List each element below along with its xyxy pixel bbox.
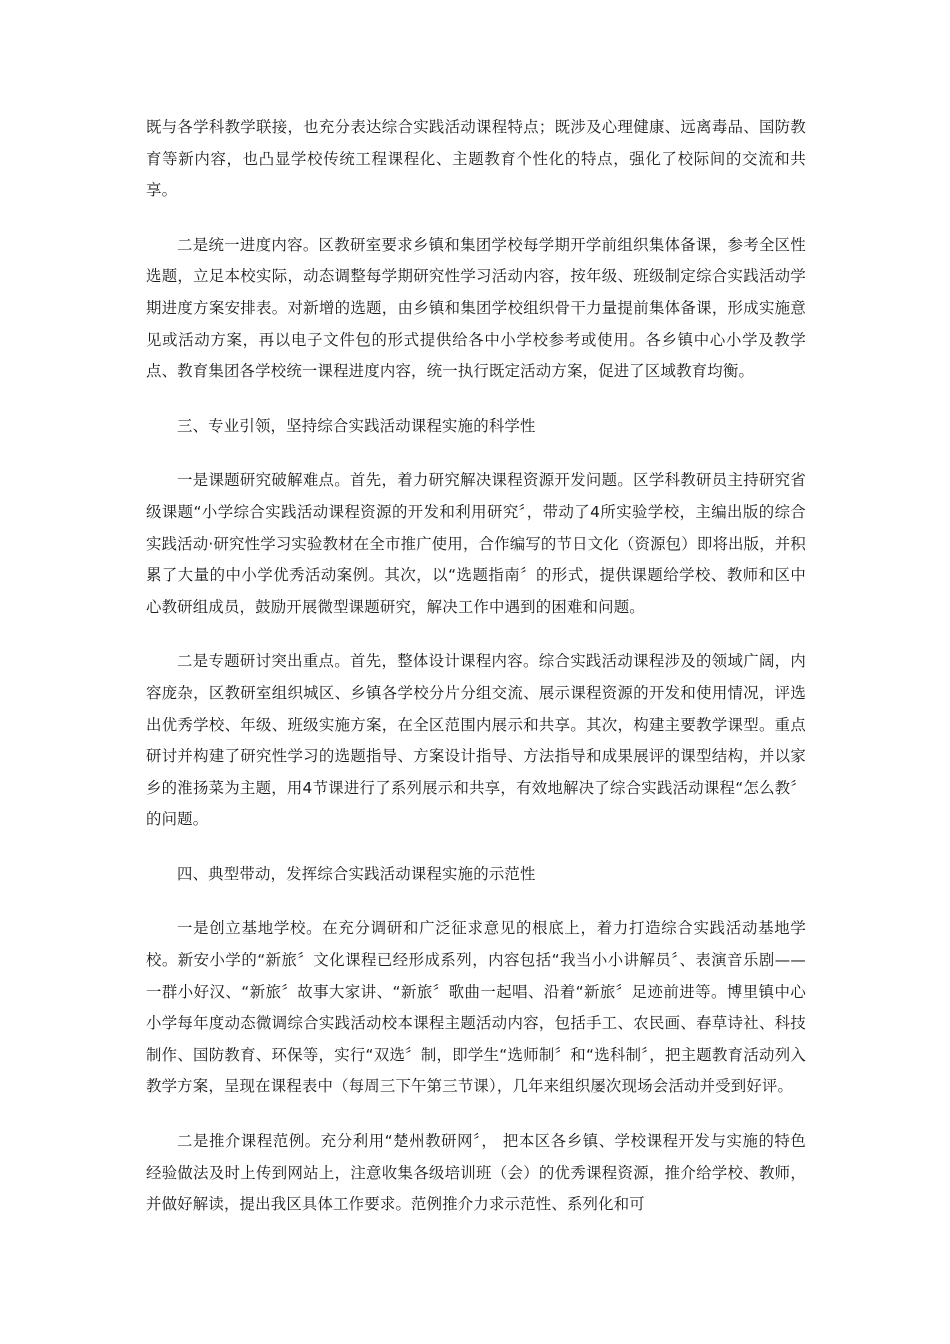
section-heading-four: 四、典型带动，发挥综合实践活动课程实施的示范性 — [177, 864, 536, 883]
document-body — [146, 112, 806, 1244]
section-heading-three: 三、专业引领，坚持综合实践活动课程实施的科学性 — [177, 416, 536, 435]
paragraph-base-schools: 一是创立基地学校。在充分调研和广泛征求意见的根底上，着力打造综合实践活动基地学校。新安小学的“新旅〞文化课程已经形成系列，内容包括“我当小小讲解员〞、表演音乐剧——一群小好汉、“新旅〞故事大家讲、“新旅〞歌曲一起唱、沿着“新旅〞足迹前进等。博里镇中心小学每年度动态微调综合实践活动校本课程主题活动内容，包括手工、农民画、春草诗社、科技制作、国防教育、环保等，实行“双选〞制，即学生“选师制〞和“选科制〞，把主题教育活动列入教学方案，呈现在课程表中（每周三下午第三节课），几年来组织屡次现场会活动并受到好评。 — [146, 919, 806, 1096]
paragraph-unified-progress: 二是统一进度内容。区教研室要求乡镇和集团学校每学期开学前组织集体备课，参考全区性选题，立足本校实际，动态调整每学期研究性学习活动内容，按年级、班级制定综合实践活动学期进度方案安排表。对新增的选题，由乡镇和集团学校组织骨干力量提前集体备课，形成实施意见或活动方案，再以电子文件包的形式提供给各中小学校参考或使用。各乡镇中心小学及教学点、教育集团各学校统一课程进度内容，统一执行既定活动方案，促进了区域教育均衡。 — [146, 235, 806, 381]
paragraph-course-examples: 二是推介课程范例。充分利用“楚州教研网〞， 把本区各乡镇、学校课程开发与实施的特色经验做法及时上传到网站上，注意收集各级培训班（会）的优秀课程资源，推介给学校、教师，并做好解读，提出我区具体工作要求。范例推介力求示范性、系列化和可 — [146, 1132, 806, 1214]
paragraph-research-topics: 一是课题研究破解难点。首先，着力研究解决课程资源开发问题。区学科教研员主持研究省级课题“小学综合实践活动课程资源的开发和利用研究〞，带动了4所实验学校，主编出版的综合实践活动·研究性学习实验教材在全市推广使用，合作编写的节日文化（资源包）即将出版，并积累了大量的中小学优秀活动案例。其次，以“选题指南〞的形式，提供课题给学校、教师和区中心教研组成员，鼓励开展微型课题研究，解决工作中遇到的困难和问题。 — [146, 471, 806, 616]
paragraph-special-seminars: 二是专题研讨突出重点。首先，整体设计课程内容。综合实践活动课程涉及的领域广阔，内容庞杂，区教研室组织城区、乡镇各学校分片分组交流、展示课程资源的开发和使用情况，评选出优秀学校、年级、班级实施方案，在全区范围内展示和共享。其次，构建主要教学课型。重点研讨并构建了研究性学习的选题指导、方案设计指导、方法指导和成果展评的课型结构，并以家乡的淮扬菜为主题，用4节课进行了系列展示和共享，有效地解决了综合实践活动课程“怎么教〞的问题。 — [146, 652, 806, 829]
paragraph-continued-intro: 既与各学科教学联接，也充分表达综合实践活动课程特点；既涉及心理健康、远离毒品、国防教育等新内容，也凸显学校传统工程课程化、主题教育个性化的特点，强化了校际间的交流和共享。 — [146, 118, 806, 200]
